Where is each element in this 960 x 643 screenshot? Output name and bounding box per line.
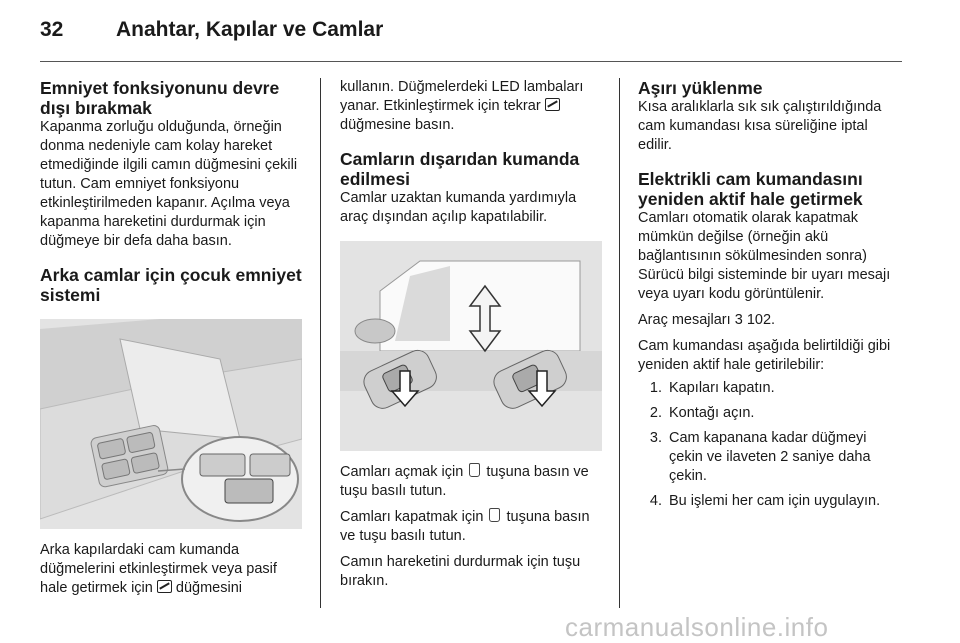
- paragraph-safety-disable: Kapanma zorluğu olduğunda, örneğin donma nedeniyle cam kolay hareket etmediğinde ilgili camın düğmesini çekili tutun. Cam emniyet fonksiyonu etkinleştirilmeden kapanır. Açılma veya kapanma hareketini durdurmak için düğmeye bir defa daha basın.: [40, 119, 298, 249]
- chapter-title: Anahtar, Kapılar ve Camlar: [116, 18, 384, 41]
- section-heading-child-safety: Arka camlar için çocuk emniyet sistemi: [40, 265, 302, 305]
- door-switch-illustration: [40, 319, 302, 529]
- figure-remote-key: [340, 241, 602, 451]
- step-item: 4. Bu işlemi her cam için uygulayın.: [666, 492, 904, 511]
- vehicle-messages-link[interactable]: 102.: [746, 312, 776, 328]
- paragraph-vehicle-messages: Araç mesajları 3 102.: [638, 312, 776, 328]
- step-item: 3. Cam kapanana kadar düğmeyi çekin ve ilaveten 2 saniye daha çekin.: [666, 429, 904, 486]
- page-reference-icon: 3: [734, 312, 743, 328]
- page-number: 32: [40, 18, 64, 41]
- lock-icon: [489, 508, 500, 522]
- child-lock-icon: [157, 580, 172, 593]
- section-heading-reactivate: Elektrikli cam kumandasını yeniden aktif hale getirmek: [638, 169, 863, 209]
- column-right: [638, 78, 904, 517]
- section-heading-overload: Aşırı yüklenme: [638, 78, 763, 98]
- section-heading-safety-disable: Emniyet fonksiyonunu devre dışı bırakmak: [40, 78, 280, 118]
- column-divider-2: [619, 78, 620, 608]
- reactivation-steps: [638, 379, 904, 511]
- header-rule: [40, 61, 902, 62]
- watermark: carmanualsonline.info: [565, 612, 829, 642]
- remote-key-illustration: [340, 241, 602, 451]
- figure-door-switches: [40, 319, 302, 529]
- paragraph-remote-control: Camlar uzaktan kumanda yardımıyla araç dışından açılıp kapatılabilir.: [340, 190, 577, 225]
- paragraph-stop-movement: Camın hareketini durdurmak için tuşu bırakın.: [340, 554, 581, 589]
- section-heading-remote-control: Camların dışarıdan kumanda edilmesi: [340, 149, 580, 189]
- paragraph-reactivate: Camları otomatik olarak kapatmak mümkün değilse (örneğin akü bağlantısının sökülmesinden sonra) Sürücü bilgi sisteminde bir uyarı mesajı veya uyarı kodu görüntülenir.: [638, 210, 891, 302]
- paragraph-overload: Kısa aralıklarla sık sık çalıştırıldığında cam kumandası kısa süreliğine iptal edilir.: [638, 99, 882, 153]
- paragraph-close-windows: Camları kapatmak için tuşuna basın ve tuşu basılı tutun.: [340, 509, 590, 544]
- step-item: 1. Kapıları kapatın.: [666, 379, 904, 398]
- paragraph-child-safety: Arka kapılardaki cam kumanda düğmelerini etkinleştirmek veya pasif hale getirmek için düğmesini: [40, 542, 277, 596]
- step-item: 2. Kontağı açın.: [666, 404, 904, 423]
- unlock-icon: [469, 463, 480, 477]
- paragraph-child-safety-cont: kullanın. Düğmelerdeki LED lambaları yanar. Etkinleştirmek için tekrar düğmesine basın.: [340, 79, 584, 133]
- paragraph-open-windows: Camları açmak için tuşuna basın ve tuşu basılı tutun.: [340, 464, 589, 499]
- column-middle: [340, 78, 602, 591]
- paragraph-reactivate-intro: Cam kumandası aşağıda belirtildiği gibi yeniden aktif hale getirilebilir:: [638, 338, 891, 373]
- column-left: [40, 78, 302, 598]
- column-divider-1: [320, 78, 321, 608]
- child-lock-icon: [545, 98, 560, 111]
